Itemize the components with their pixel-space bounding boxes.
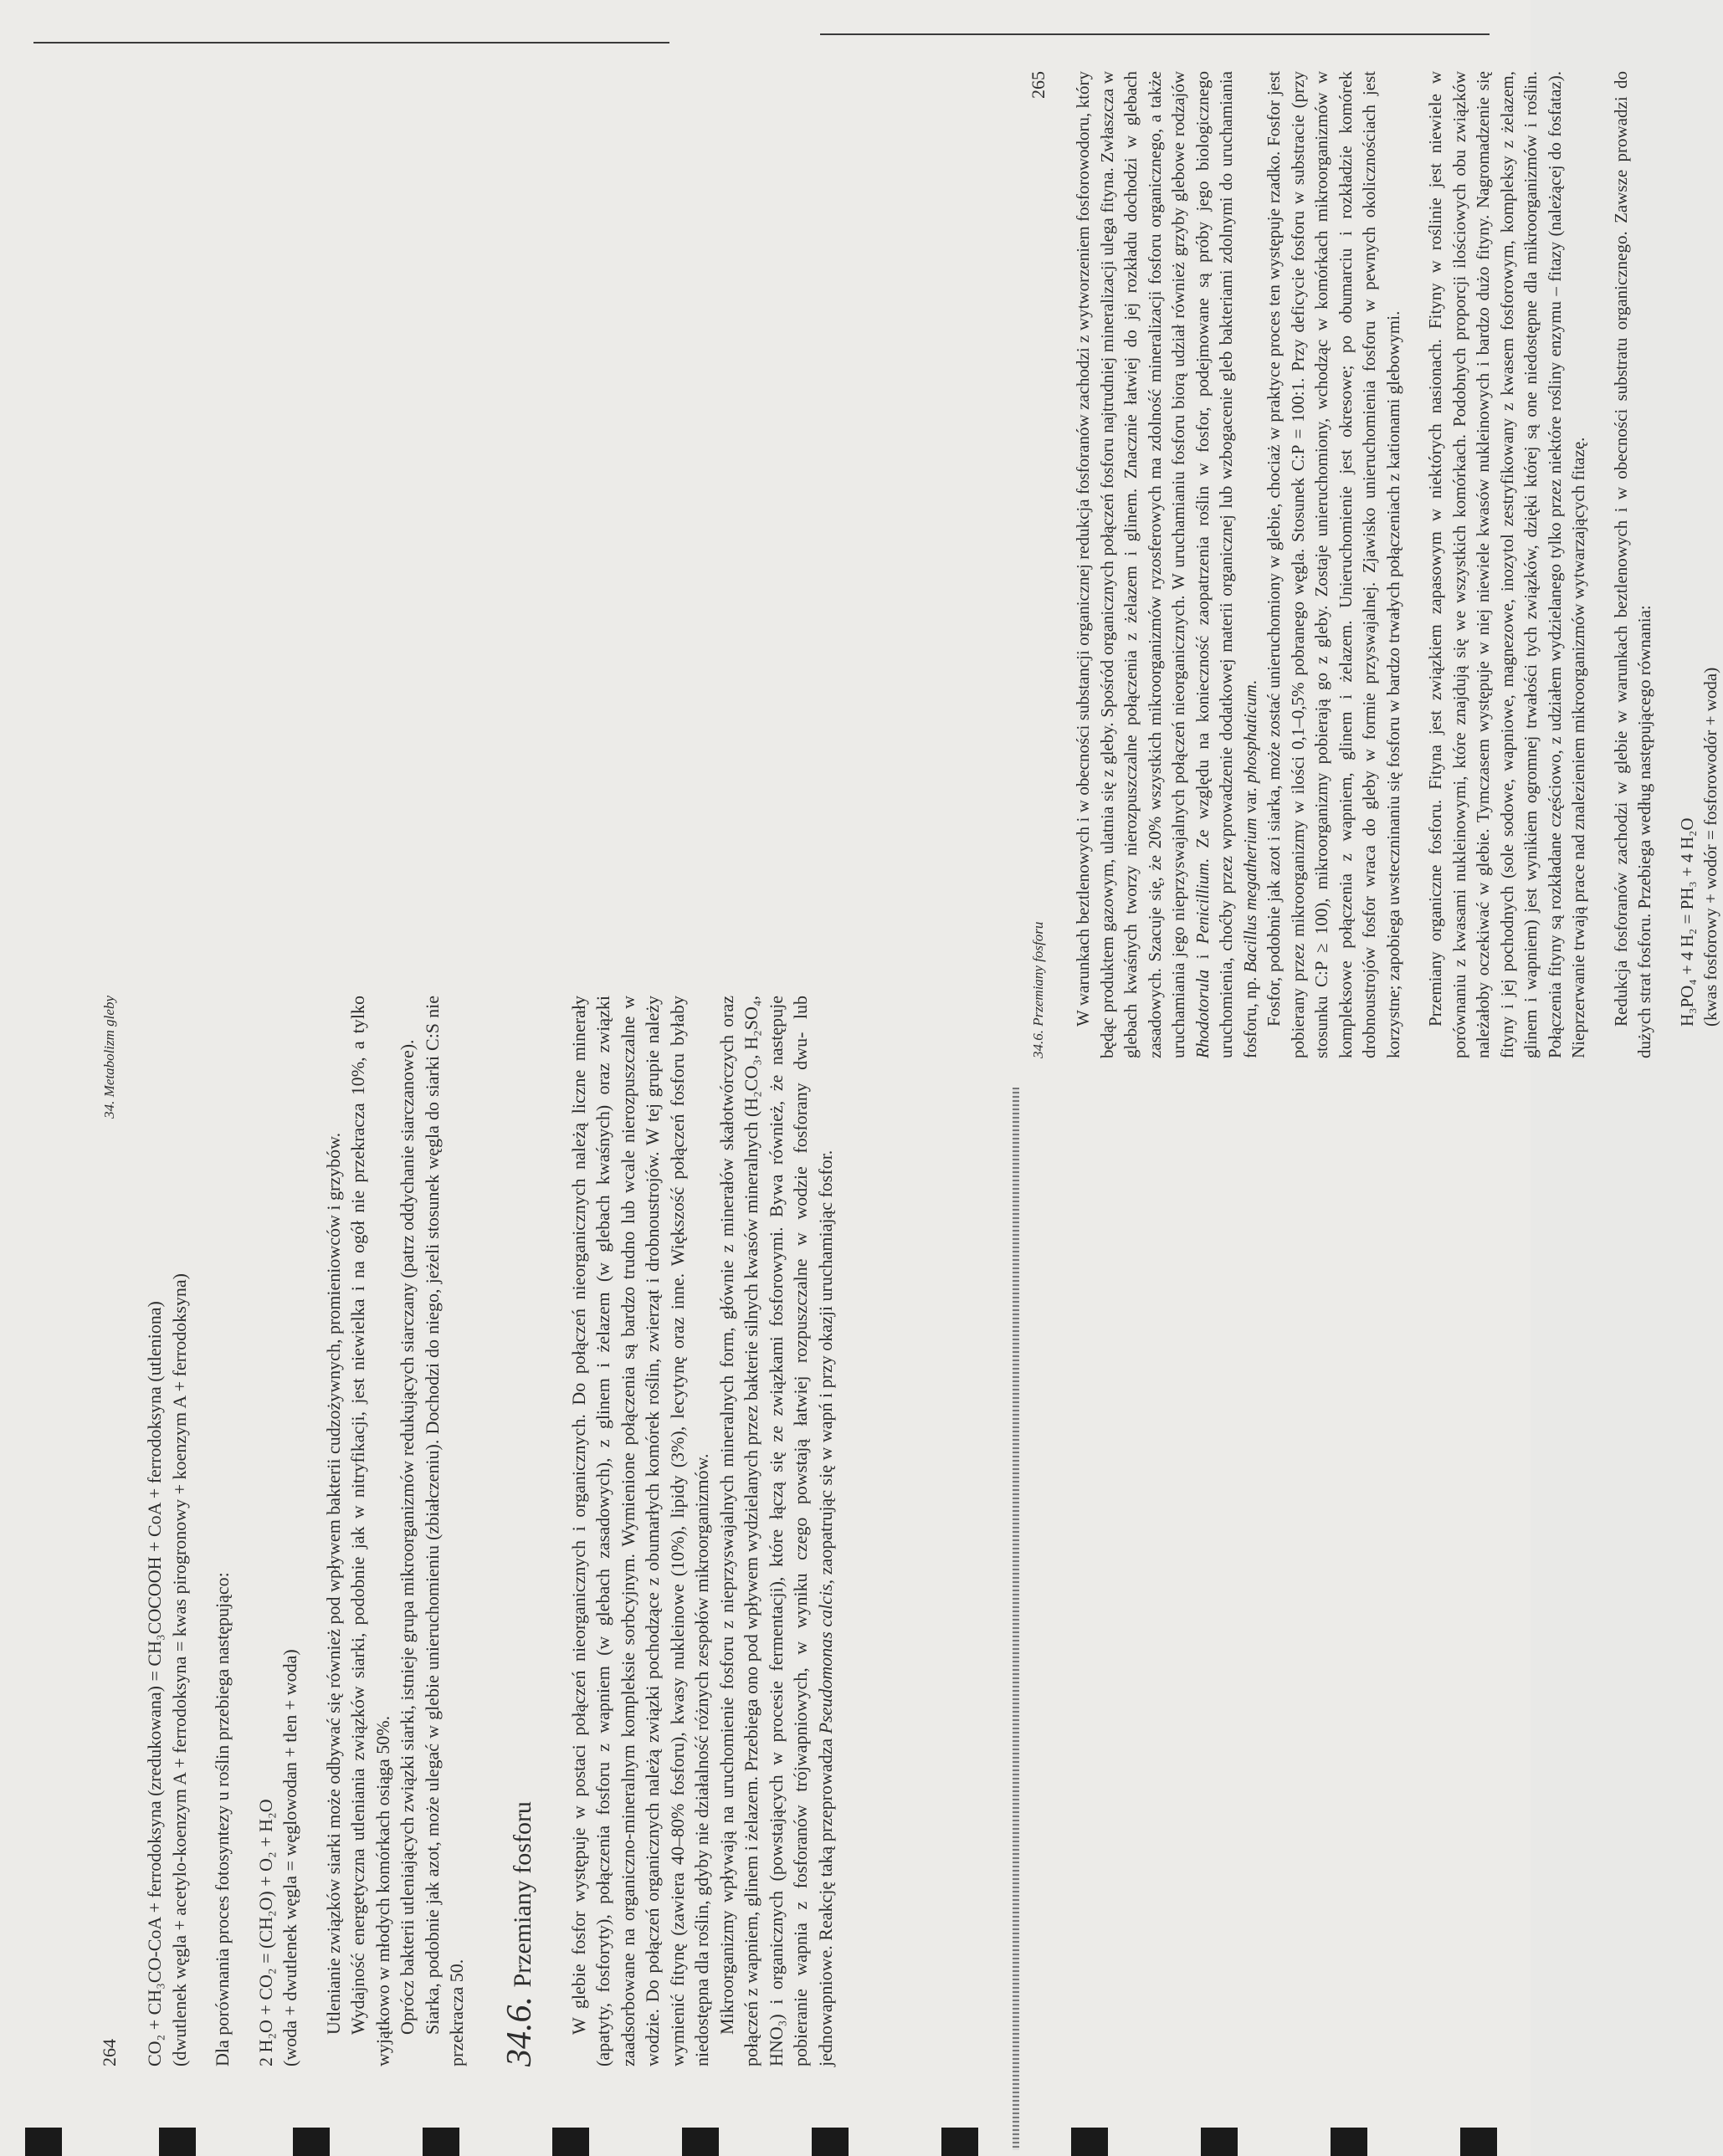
paragraph-text: , zaopatrując się w wapń i przy okazji uruchamiając fosfor.	[814, 1150, 836, 1585]
left-page-number: 264	[99, 2039, 120, 2066]
variety-label: var.	[1239, 783, 1260, 818]
binding-hole	[812, 2128, 849, 2156]
paragraph: Fosfor, podobnie jak azot i siarka, może zostać unieruchomiony w glebie, chociaż w praktyce proces ten występuje rzadko. Fosfor jest pobierany przez mikroorganizmy w ilości 0,1–0,5% pobranego węgla. Stosunek C:P = 100:1. Przy deficycie fosforu w substracie (przy stosunku C:P ≥ 100), mikroorganizmy pobierają go z gleby. Zostaje unieruchomiony, wchodząc w komórkach mikroorganizmów w kompleksowe połączenia z wapniem, glinem i żelazem. Unieruchomienie jest okresowe; po obumarciu i rozkładzie komórek drobnoustrojów fosfor wraca do gleby w formie przyswajalnej. Zjawisko unieruchomienia fosforu w pewnych okolicznościach jest korzystne; zapobiega uwsteczninaniu się fosforu w bardzo trwałych połączeniach z kationami glebowymi.	[1264, 71, 1403, 1058]
binding-hole	[1201, 2128, 1238, 2156]
right-running-head	[1029, 71, 1048, 1058]
right-page	[1028, 70, 1720, 1058]
equation-2: 2 H₂O + CO₂ = (CH₂O) + O₂ + H₂O	[254, 1799, 276, 2066]
paragraph: Przemiany organiczne fosforu. Fityna jest związkiem zapasowym w niektórych nasionach. Fityny w roślinie jest niewiele w porównaniu z kwasami nukleinowymi, które znajdują się we wszystkich komórkach. Podobnych proporcji ilościowych obu związków należałoby oczekiwać w glebie. Tymczasem występuje w niej niewiele kwasów nukleinowych i bardzo dużo fityny. Nagromadzenie się fityny i jej pochodnych (sole sodowe, wapniowe, magnezowe, inozytol zestryfikowany z kwasem fosforowym, kompleksy z żelazem, glinem i wapniem) jest wynikiem ogromnej trwałości tych związków, dzięki której są one niedostępne dla mikroorganizmów i roślin. Połączenia fityny są rozkładane częściowo, z udziałem wydzielanego tylko przez niektóre rośliny enzymu – fitazy (należącej do fosfataz). Nieprzerwanie trwają prace nad znalezieniem mikroorganizmów wytwarzających fitazę.	[1425, 71, 1588, 1058]
period: .	[1239, 679, 1260, 685]
photosynthesis-intro: Dla porównania proces fotosyntezy u roślin przebiega następująco:	[212, 1572, 233, 2066]
section-heading	[498, 996, 545, 2066]
binding-hole	[25, 2128, 62, 2156]
binding-hole	[423, 2128, 459, 2156]
page-gutter	[1013, 1088, 1019, 2150]
paragraph: Oprócz bakterii utleniających związki siarki, istnieje grupa mikroorganizmów redukujących siarczany (patrz oddychanie siarczanowe).	[397, 1039, 418, 2035]
left-page	[99, 996, 836, 2066]
species-name: Bacillus megatherium	[1239, 817, 1260, 973]
paragraph: Wydajność energetyczna utleniania związków siarki, podobnie jak w nitryfikacji, jest niewielka i na ogół nie przekracza 10%, a tylko wyjątkowo w młodych komórkach osiąga 50%.	[347, 996, 393, 2066]
binding-hole	[682, 2128, 719, 2156]
left-running-head	[100, 996, 119, 2066]
section-title: Przemiany fosforu	[508, 1801, 536, 1988]
paragraph-text: W warunkach beztlenowych i w obecności substancji organicznej redukcja fosforanów zachodzi z wytworzeniem fosforowodoru, który będąc produktem gazowym, ulatnia się z gleby. Spośród organicznych połączeń fosforu najtrudniej mineralizacji ulega fityna. Zwłaszcza w glebach kwaśnych tworzy nierozpuszczalne połączenia z żelazem i glinem. Znacznie łatwiej do jej rozkładu dochodzi w glebach zasadowych. Szacuje się, że 20% wszystkich mikroorganizmów ryzosferowych ma zdolność mineralizacji fosforu organicznego, a także uruchamiania jego nieprzyswajalnych połączeń nieorganicznych. W uruchamianiu fosforu biorą udział również grzyby glebowe rodzajów	[1073, 71, 1188, 1058]
paragraph-text: Mikroorganizmy wpływają na uruchomienie fosforu z nieprzyswajalnych mineralnych form, głównie z minerałów skałotwórczych oraz połączeń z wapniem, glinem i żelazem. Przebiega ono pod wpływem wydzielanych przez bakterie silnych kwasów mineralnych (H₂CO₃, H₂SO₄, HNO₃) i organicznych (powstających w procesie fermentacji), które łączą się ze związkami fosforowymi. Bywa również, że następuje pobieranie wapnia z fosforanów trójwapniowych, w wyniku czego powstają łatwiej rozpuszczalne w wodzie fosforany dwu- lub jednowapniowe. Reakcję taką przeprowadza	[715, 996, 836, 2066]
genus-name: Rhodotorula	[1192, 969, 1213, 1058]
paragraph: Siarka, podobnie jak azot, może ulegać w glebie unieruchomieniu (zbiałczeniu). Dochodzi do niego, jeżeli stosunek węgla do siarki C:S nie przekracza 50.	[421, 996, 467, 2066]
binding-hole	[159, 2128, 196, 2156]
top-rule-left	[33, 42, 669, 44]
equation-1: CO₂ + CH₃CO-CoA + ferrodoksyna (zredukowana) = CH₃COCOOH + CoA + ferrodoksyna (utleniona)	[144, 1301, 165, 2066]
binding-hole	[941, 2128, 978, 2156]
binding-hole	[1331, 2128, 1367, 2156]
species-name: Pseudomonas calcis	[814, 1584, 836, 1734]
paragraph: Utlenianie związków siarki może odbywać się również pod wpływem bakterii cudzożywnych, promieniowców i grzybów.	[322, 1132, 344, 2035]
paragraph	[715, 996, 838, 2066]
left-running-title: 34. Metabolizm gleby	[101, 996, 117, 1119]
genus-name: Penicillium	[1192, 863, 1213, 945]
right-page-number: 265	[1028, 71, 1049, 99]
equation-1-gloss: (dwutlenek węgla + acetylo-koenzym A + ferrodoksyna = kwas pirogronowy + koenzym A + ferrodoksyna)	[168, 1273, 190, 2066]
paragraph: Redukcja fosforanów zachodzi w glebie w warunkach beztlenowych i w obecności substratu organicznego. Zawsze prowadzi do dużych strat fosforu. Przebiega według następującego równania:	[1610, 71, 1654, 1058]
paragraph	[1071, 71, 1262, 1058]
paragraph-text: . Ze względu na konieczność zaopatrzenia roślin w fosfor, podejmowane są próby jego biologicznego uruchomienia, choćby przez wprowadzenie dodatkowej materii organicznej lub wzbogacenie gleb bakteriami zdolnymi do uruchamiania fosforu, np.	[1192, 70, 1260, 1058]
conjunction: i	[1192, 944, 1213, 970]
binding-hole	[1071, 2128, 1108, 2156]
equation-2-gloss: (woda + dwutlenek węgla = węglowodan + tlen + woda)	[279, 1649, 300, 2066]
equation-3: H₃PO₄ + 4 H₂ = PH₃ + 4 H₂O	[1676, 817, 1697, 1027]
top-rule-right	[820, 33, 1490, 35]
binding-hole	[1460, 2128, 1497, 2156]
right-running-title: 34.6. Przemiany fosforu	[1030, 921, 1046, 1058]
section-number: 34.6.	[500, 1996, 539, 2066]
equation-3-gloss: (kwas fosforowy + wodór = fosforowodór + woda)	[1700, 667, 1720, 1027]
variety-name: phosphaticum	[1239, 684, 1260, 784]
binding-hole	[552, 2128, 589, 2156]
paragraph: W glebie fosfor występuje w postaci połączeń nieorganicznych i organicznych. Do połączeń nieorganicznych należą liczne minerały (apatyty, fosforyty), połączenia fosforu z wapniem (w glebach zasadowych), z glinem i żelazem (w glebach kwaśnych) oraz związki zaadsorbowane na organiczno-mineralnym kompleksie sorbcyjnym. Wymienione połączenia są bardzo trudno lub wcale nierozpuszczalne w wodzie. Do połączeń organicznych należą związki pochodzące z obumarłych komórek roślin, zwierząt i drobnoustrojów. W tej grupie należy wymienić fitynę (zawiera 40–80% fosforu), kwasy nukleinowe (10%), lipidy (3%), lecytynę oraz inne. Większość połączeń fosforu byłaby niedostępna dla roślin, gdyby nie działalność różnych zespołów mikroorganizmów.	[567, 996, 712, 2066]
binding-hole	[293, 2128, 330, 2156]
